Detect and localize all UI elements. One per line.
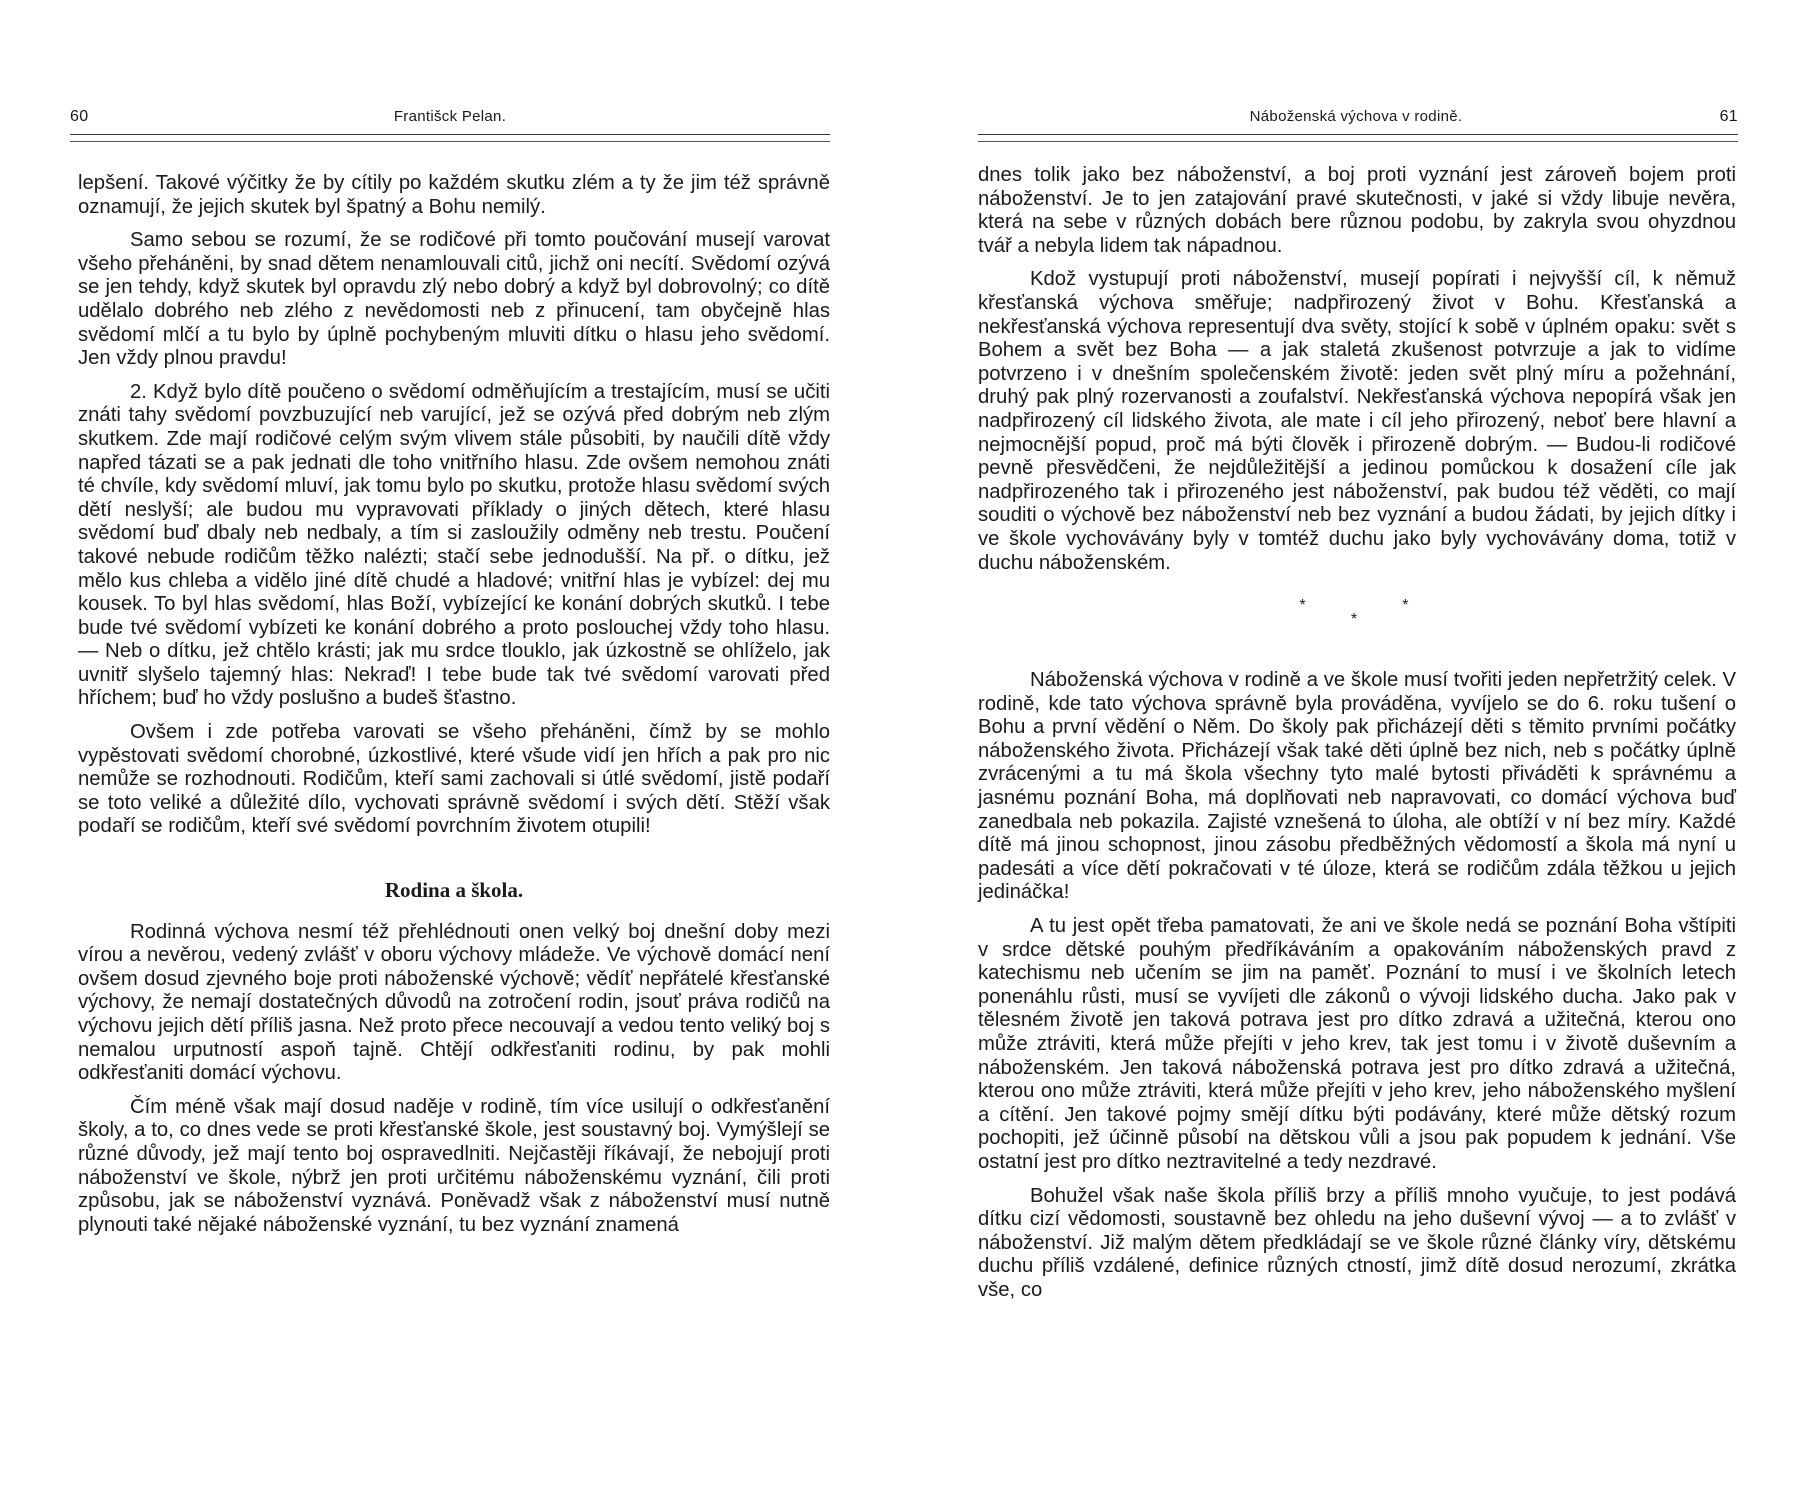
paragraph: Bohužel však naše škola příliš brzy a příliš mnoho vyučuje, to jest podává dítku cizí vědomosti, soustavně bez ohledu na jeho duševní vývoj — a to zvlášť v náboženství. Již malým dětem předkládají se ve škole různé články víry, dětskému duchu příliš vzdálené, definice různých ctností, jimž dítě dosud nerozumí, zkrátka vše, co [978,1184,1736,1301]
section-separator [978,599,1736,627]
paragraph: A tu jest opět třeba pamatovati, že ani ve škole nedá se poznání Boha vštípiti v srdce dětské pouhým předříkáváním a opakováním náboženských pravd z katechismu neb učením se jim na paměť. Poznání to musí i ve školních letech ponenáhlu růsti, musí se vyvíjeti dle zákonů o vývoji lidského ducha. Jako pak v tělesném životě jen taková potrava jest pro dítko zdravá a užitečná, kterou ono může ztráviti, která může přejíti v jeho krev, tak jest tomu i v životě duševním a náboženském. Jen taková náboženská potrava jest pro dítko zdravá a užitečná, kterou ono může ztráviti, která může přejíti v jeho krev, jeho náboženského myšlení a cítění. Jen takové pojmy smějí dítku býti podávány, které může dětský rozum pochopiti, jež účinně působí na dětskou vůli a jsou pak popudem k jednání. Vše ostatní jest pro dítko neztravitelné a tedy nezdravé. [978,915,1736,1173]
paragraph: lepšení. Takové výčitky že by cítily po každém skutku zlém a ty že jim též správně oznamují, že jejich skutek byl špatný a Bohu nemilý. [78,172,830,218]
separator-star: * [1350,611,1364,629]
right-page-body [978,164,1736,1313]
paragraph: Ovšem i zde potřeba varovati se všeho přeháněni, čímž by se mohlo vypěstovati svědomí chorobné, úzkostlivé, které všude vidí jen hřích a pak pro nic nemůže se rozhodnouti. Rodičům, kteří sami zachovali si útlé svědomí, jistě podaří se toto veliké a důležité dílo, vychovati správně svědomí i svých dětí. Stěží však podaří se rodičům, kteří své svědomí povrchním životem otupili! [78,721,830,838]
section-heading: Rodina a škola. [384,878,524,903]
right-header-rule [978,134,1738,142]
left-running-head-title: Františck Pelan. [393,108,507,125]
right-page [902,0,1804,1500]
paragraph: Kdož vystupují proti náboženství, musejí popírati i nejvyšší cíl, k němuž křesťanská výchova směřuje; nadpřirozený život v Bohu. Křesťanská a nekřesťanská výchova representují dva světy, stojící k sobě v úplném opaku: svět s Bohem a svět bez Boha — a jak staletá zkušenost potvrzuje a jak to vidíme potvrzeno i v dnešním společenském životě: jeden svět plný míru a požehnání, druhý pak plný rozervanosti a zoufalství. Nekřesťanská výchova nepopírá však jen nadpřirozený cíl lidského života, ale mate i cíl jeho přirozený, neboť bere hlavní a nejmocnější popud, proč má býti člověk i přirozeně dobrým. — Budou-li rodičové pevně přesvědčeni, že nejdůležitější a jedinou pomůckou k dosažení cíle jak nadpřirozeného tak i přirozeného jest náboženství, pak budou též věděti, co mají souditi o výchově bez náboženství neb bez vyznání a budou žádati, by jejich dítky i ve škole vychovávány byly v tomtéž duchu jako byly vychovávány doma, totiž v duchu náboženském. [978,268,1736,574]
paragraph: Rodinná výchova nesmí též přehlédnouti onen velký boj dnešní doby mezi vírou a nevěrou, vedený zvlášť v oboru výchovy mládeže. Ve výchově domácí není ovšem dosud zjevného boje proti náboženské výchově; vědíť nepřátelé křesťanské výchovy, že nemají dostatečných důvodů na zotročení rodin, jsouť práva rodičů na výchovu jejich dětí příliš jasna. Než proto přece necouvají a vedou tento veliký boj s nemalou urputností aspoň tajně. Chtějí odkřesťaniti rodinu, by pak mohli odkřesťaniti domácí výchovu. [78,920,830,1085]
left-page-body [78,172,830,1247]
right-running-header [974,108,1738,132]
paragraph: Samo sebou se rozumí, že se rodičové při tomto poučování musejí varovat všeho přeháněni, by snad dětem nenamlouvali citů, jichž oni necítí. Svědomí ozývá se jen tehdy, když skutek byl opravdu zlý nebo dobrý a když byl dobrovolný; co dítě udělalo dobrého neb zlého z nevědomosti neb z přinucení, tam obyčejně hlas svědomí mlčí a tu bylo by úplně pochybeným mluviti dítku o hlasu jeho svědomí. Jen vždy plnou pravdu! [78,229,830,370]
separator-stars-row: * * [1299,597,1415,615]
left-header-rule [70,134,830,142]
paragraph: dnes tolik jako bez náboženství, a boj proti vyznání jest zároveň bojem proti náboženství. Je to jen zatajování pravé skutečnosti, v jaké si vždy libuje nevěra, která na sebe v různých dobách bere různou podobu, by zakryla svou ohyzdnou tvář a nebyla lidem tak nápadnou. [978,164,1736,257]
paragraph: Čím méně však mají dosud naděje v rodině, tím více usilují o odkřesťanění školy, a to, co dnes vede se proti křesťanské škole, jest soustavný boj. Vymýšlejí se různé důvody, jež mají tento boj ospravedlniti. Nejčastěji říkávají, že nebojují proti náboženství ve škole, nýbrž jen proti určitému náboženskému vyznání, čili proti způsobu, jak se náboženství vyznává. Poněvadž však z náboženství musí nutně plynouti také nějaké náboženské vyznání, tu bez vyznání znamená [78,1095,830,1236]
right-running-head-title: Náboženská výchova v rodině. [1249,108,1463,125]
left-page-number: 60 [70,108,89,125]
paragraph: Náboženská výchova v rodině a ve škole musí tvořiti jeden nepřetržitý celek. V rodině, kde tato výchova správně byla prováděna, vyvíjelo se do 6. roku tušení o Bohu a první vědění o Něm. Do školy pak přicházejí děti s těmito prvními počátky náboženského života. Přicházejí však také děti úplně bez nich, neb s počátky úplně zvrácenými a tu má škola všechny tyto malé bytosti přiváděti k správnému a jasnému poznání Boha, má doplňovati neb napravovati, co domácí výchova buď zanedbala neb pokazila. Zajisté vznešená to úloha, ale obtíží v ní bez míry. Každé dítě má jinou schopnost, jinou zásobu předběžných vědomostí a škola má nyní u padesáti a více dětí pokračovati v té úloze, která se rodičům zdála těžkou u jejich jedináčka! [978,669,1736,904]
left-running-header [70,108,830,132]
paragraph: 2. Když bylo dítě poučeno o svědomí odměňujícím a trestajícím, musí se učiti znáti tahy svědomí povzbuzující neb varující, jež se ozývá před dobrým neb zlým skutkem. Zde mají rodičové celým svým vlivem stále působiti, by naučili dítě vždy napřed tázati se a pak jednati dle toho vnitřního hlasu. Zde ovšem nemohou znáti té chvíle, kdy svědomí mluví, jak tomu bylo po skutku, protože hlasu svědomí svých dětí neslyší; ale budou mu vypravovati příklady o jiných dětech, které hlasu svědomí buď dbaly neb nedbaly, a tím si zasloužily odměny neb trestu. Poučení takové nebude rodičům těžko nalézti; stačí sebe jednodušší. Na př. o dítku, jež mělo kus chleba a vidělo jiné dítě chudé a hladové; vnitřní hlas je vybízel: dej mu kousek. To byl hlas svědomí, hlas Boží, vybízející ke konání dobrých skutků. I tebe bude tvé svědomí vybízeti ke konání dobrého a proto poslouchej vždy toho hlasu. — Neb o dítku, jež chtělo krásti; jak mu srdce tlouklo, jak úzkostně se ohlíželo, jak uvnitř slyšelo tajemný hlas: Nekraď! I tebe bude tak tvé svědomí varovati před hříchem; buď ho vždy poslušno a budeš šťastno. [78,380,830,710]
right-page-number: 61 [1719,108,1738,125]
